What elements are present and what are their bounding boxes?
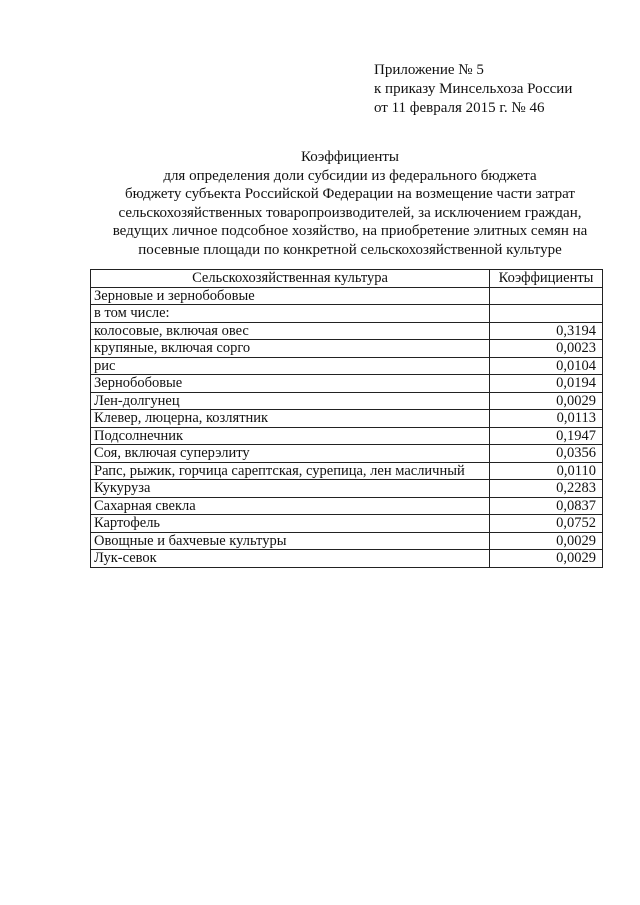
crop-name-cell: Лен-долгунец [91, 392, 490, 410]
table-row [91, 497, 603, 515]
crop-name-cell: крупяные, включая сорго [91, 340, 490, 358]
coefficient-cell: 0,0194 [490, 375, 603, 393]
crop-name-cell: колосовые, включая овес [91, 322, 490, 340]
table-row [91, 462, 603, 480]
table-row [91, 480, 603, 498]
coefficient-cell: 0,0752 [490, 515, 603, 533]
coefficient-cell: 0,0113 [490, 410, 603, 428]
coefficient-cell: 0,0104 [490, 357, 603, 375]
table-row [91, 287, 603, 305]
coefficient-cell: 0,0837 [490, 497, 603, 515]
table-row [91, 410, 603, 428]
coefficient-cell: 0,0029 [490, 532, 603, 550]
crop-name-cell: Картофель [91, 515, 490, 533]
coefficient-cell: 0,0029 [490, 550, 603, 568]
coefficient-cell: 0,3194 [490, 322, 603, 340]
crop-name-cell: в том числе: [91, 305, 490, 323]
table-row [91, 340, 603, 358]
coefficient-cell: 0,2283 [490, 480, 603, 498]
crop-name-cell: Лук-севок [91, 550, 490, 568]
order-date: от 11 февраля 2015 г. № 46 [374, 100, 545, 116]
crop-name-cell: рис [91, 357, 490, 375]
crop-name-cell: Рапс, рыжик, горчица сарептская, сурепица, лен масличный [91, 462, 490, 480]
table-row [91, 445, 603, 463]
crop-name-cell: Подсолнечник [91, 427, 490, 445]
table-row [91, 427, 603, 445]
crop-name-cell: Сахарная свекла [91, 497, 490, 515]
coefficient-cell: 0,0029 [490, 392, 603, 410]
title-line: ведущих личное подсобное хозяйство, на приобретение элитных семян на [112, 223, 588, 239]
table-row [91, 532, 603, 550]
table-row [91, 357, 603, 375]
title-line: сельскохозяйственных товаропроизводителей, за исключением граждан, [118, 204, 582, 221]
title-heading: Коэффициенты [300, 149, 400, 165]
table-row [91, 305, 603, 323]
table-row [91, 550, 603, 568]
crop-name-cell: Клевер, люцерна, козлятник [91, 410, 490, 428]
title-line: бюджету субъекта Российской Федерации на возмещение части затрат [125, 186, 575, 202]
table-body [91, 287, 603, 567]
crop-name-cell: Соя, включая суперэлиту [91, 445, 490, 463]
column-header-crop: Сельскохозяйственная культура [91, 270, 490, 288]
title-line: для определения доли субсидии из федерального бюджета [163, 167, 537, 184]
table-row [91, 515, 603, 533]
table-row [91, 322, 603, 340]
crop-name-cell: Зернобобовые [91, 375, 490, 393]
coefficient-cell [490, 305, 603, 323]
table-header-row [91, 270, 603, 288]
crop-name-cell: Зерновые и зернобобовые [91, 287, 490, 305]
coefficient-cell: 0,0110 [490, 462, 603, 480]
coefficient-cell: 0,1947 [490, 427, 603, 445]
appendix-header [374, 61, 572, 118]
order-reference: к приказу Минсельхоза России [374, 81, 573, 97]
coefficient-cell [490, 287, 603, 305]
column-header-coefficient: Коэффициенты [490, 270, 603, 288]
title-line: посевные площади по конкретной сельскохозяйственной культуре [138, 241, 562, 258]
crop-name-cell: Кукуруза [91, 480, 490, 498]
crop-name-cell: Овощные и бахчевые культуры [91, 532, 490, 550]
document-title [60, 148, 640, 259]
table-row [91, 375, 603, 393]
coefficient-cell: 0,0356 [490, 445, 603, 463]
coefficients-table [90, 269, 603, 568]
coefficient-cell: 0,0023 [490, 340, 603, 358]
appendix-number: Приложение № 5 [374, 62, 484, 78]
table-row [91, 392, 603, 410]
